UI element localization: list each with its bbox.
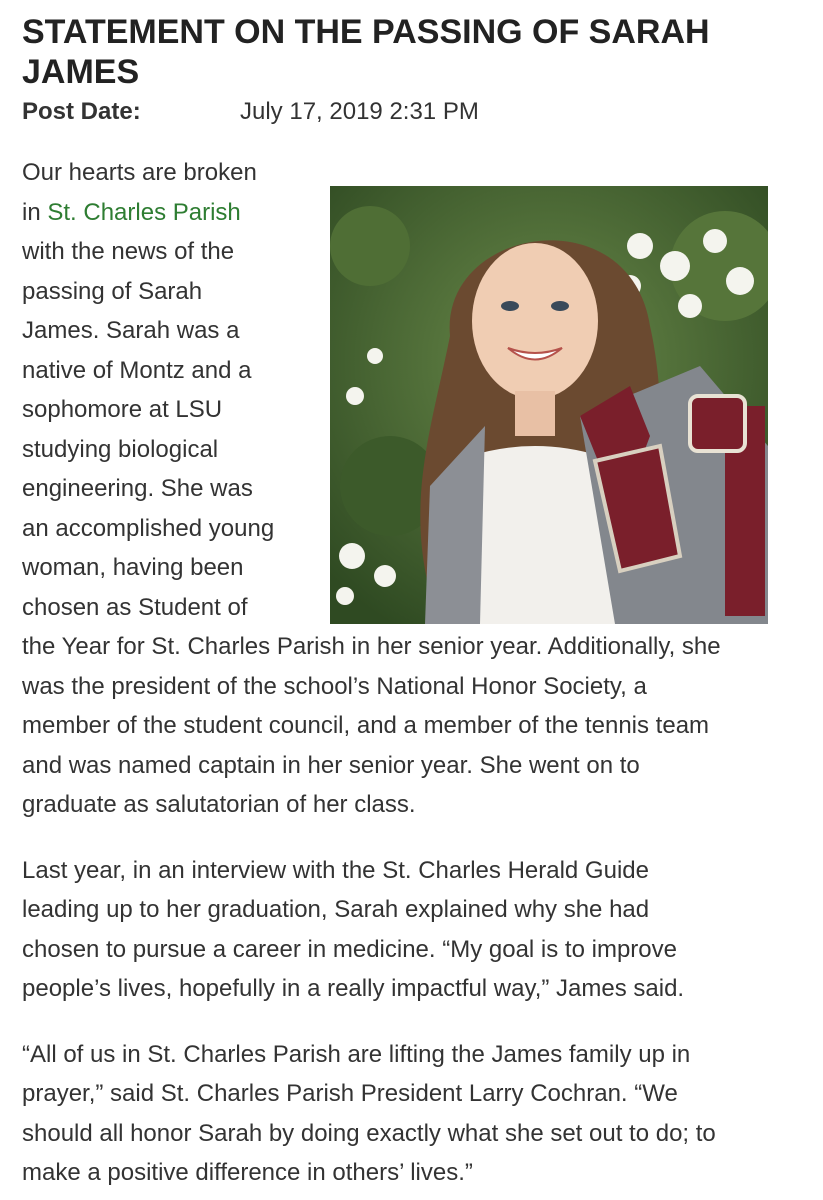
st-charles-parish-link[interactable]: St. Charles Parish xyxy=(47,199,241,226)
paragraph-line: an accomplished young xyxy=(22,515,275,542)
post-date-label: Post Date: xyxy=(22,98,141,125)
paragraph-line: leading up to her graduation, Sarah explained why she had xyxy=(22,896,650,923)
paragraph-line: the Year for St. Charles Parish in her senior year. Additionally, she xyxy=(22,633,721,660)
paragraph-line: James. Sarah was a xyxy=(22,317,240,344)
paragraph-line: Last year, in an interview with the St. Charles Herald Guide xyxy=(22,857,649,884)
paragraph-line: chosen as Student of xyxy=(22,594,248,621)
post-date-row xyxy=(22,96,479,128)
portrait-photo xyxy=(330,186,768,624)
paragraph-line-text: in xyxy=(22,199,48,226)
paragraph-line: was the president of the school’s National Honor Society, a xyxy=(22,673,647,700)
paragraph-line: passing of Sarah xyxy=(22,278,203,305)
paragraph-line: and was named captain in her senior year. She went on to xyxy=(22,752,640,779)
paragraph-line: people’s lives, hopefully in a really impactful way,” James said. xyxy=(22,975,685,1002)
paragraph-line: member of the student council, and a member of the tennis team xyxy=(22,712,710,739)
article-title: STATEMENT ON THE PASSING OF SARAH JAMES xyxy=(22,13,710,91)
paragraph-line: studying biological xyxy=(22,436,219,463)
paragraph-line: sophomore at LSU xyxy=(22,396,223,423)
paragraph-line: engineering. She was xyxy=(22,475,253,502)
paragraph-line: make a positive difference in others’ lives.” xyxy=(22,1159,473,1186)
paragraph-line: with the news of the xyxy=(22,238,235,265)
paragraph-line: graduate as salutatorian of her class. xyxy=(22,791,416,818)
paragraph-line: should all honor Sarah by doing exactly what she set out to do; to xyxy=(22,1120,716,1147)
paragraph-line: Our hearts are broken xyxy=(22,159,257,186)
paragraph-line: woman, having been xyxy=(22,554,244,581)
portrait-photo-illustration xyxy=(330,186,768,624)
paragraph-line: chosen to pursue a career in medicine. “My goal is to improve xyxy=(22,936,677,963)
paragraph-line: native of Montz and a xyxy=(22,357,252,384)
paragraph-line: prayer,” said St. Charles Parish President Larry Cochran. “We xyxy=(22,1080,678,1107)
paragraph-line xyxy=(22,193,241,233)
paragraph-line: “All of us in St. Charles Parish are lifting the James family up in xyxy=(22,1041,691,1068)
post-date-value: July 17, 2019 2:31 PM xyxy=(240,98,479,125)
